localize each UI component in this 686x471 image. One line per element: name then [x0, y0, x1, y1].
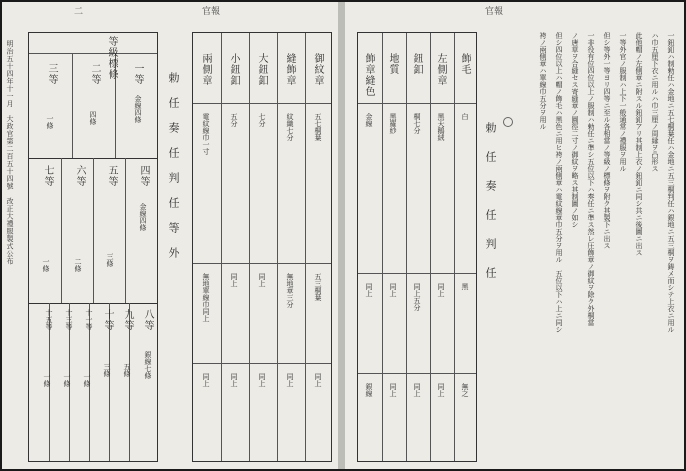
grade-cell: 七等 — [42, 165, 53, 187]
body-text — [515, 32, 677, 462]
table-cell: 同上 — [258, 273, 266, 287]
stripe-cell: 一條 — [43, 373, 51, 387]
grade-cell: 十五等 — [45, 309, 53, 330]
stripe-cell: 二條 — [74, 258, 82, 272]
page-number: 二 — [74, 7, 84, 17]
stripe-cell: 一條 — [83, 373, 91, 387]
table-cell: 同上 — [437, 383, 445, 397]
grade-cell: 十三等 — [65, 309, 73, 330]
stripe-cell: 四條 — [89, 111, 97, 125]
table-cell: 黑羅紗 — [389, 113, 397, 134]
table-cell: 七分 — [258, 113, 266, 127]
table-cell: 同上 — [314, 373, 322, 387]
grade-cell: 三等 — [46, 63, 57, 85]
grade-cell: 二等 — [89, 63, 100, 85]
left-page — [2, 2, 338, 469]
grade-cell: 十等 — [102, 309, 113, 331]
table-cell: 同上 — [286, 373, 294, 387]
table-cell: 紋織七分 — [286, 113, 294, 141]
grade-cell: 十一等 — [85, 309, 93, 330]
rank-header: 勅任奏任判任等外 — [167, 72, 180, 272]
grade-stripe-table — [28, 32, 158, 462]
rank-header: 勅任奏任判任 — [484, 122, 497, 296]
text-column: 但シ等外一等ヨリ四等ニ至ル各相當ノ等級ノ標條ヲ附ク其製下ニ出ス — [603, 32, 611, 249]
right-page — [345, 2, 684, 469]
page-mark-circle — [503, 117, 513, 127]
stripe-cell: 一條 — [46, 115, 54, 129]
table-cell: 黑 — [461, 283, 469, 290]
table-cell: 無之 — [461, 383, 469, 397]
table-cell: 同上 — [258, 373, 266, 387]
stripe-cell: 一條 — [42, 258, 50, 272]
text-column: ノ唐草ヲ合縫セス寄縫章ノ圓徑二寸ノ御紋ヲ略ス其制圖ノ如シ — [571, 32, 579, 228]
table-cell: 同上 — [365, 283, 373, 297]
grade-cell: 一等 — [132, 63, 143, 85]
table-cell: 無地章三分 — [286, 273, 294, 308]
stripe-cell: 金線四條 — [139, 203, 147, 231]
table-cell: 無地單線巾同上 — [202, 273, 210, 322]
uniform-table-right — [357, 32, 477, 462]
table-cell: 同上 — [230, 273, 238, 287]
table-cell: 金線 — [365, 113, 373, 127]
table-cell: 桐七分 — [413, 113, 421, 134]
stripe-cell: 三條 — [106, 253, 114, 267]
grade-cell: 四等 — [138, 165, 149, 187]
stripe-cell: 銀線七條 — [144, 351, 152, 379]
table-cell: 同上 — [389, 383, 397, 397]
col-header: 兩側章 — [200, 53, 211, 86]
table-cell: 銀線 — [365, 383, 373, 397]
table-cell: 電紋線巾一寸 — [202, 113, 210, 155]
table-cell: 同上 — [230, 373, 238, 387]
stripe-cell: 一條 — [63, 373, 71, 387]
text-column: 一等外官ノ服制ハ上下一般通常ノ禮服ヲ用ル — [619, 32, 627, 172]
stripe-cell: 五條 — [123, 363, 131, 377]
table-cell: 五分 — [230, 113, 238, 127]
table-caption: 等級標條 — [106, 36, 117, 80]
col-header: 飾毛 — [459, 53, 470, 75]
grade-cell: 八等 — [142, 309, 153, 331]
table-cell: 同上 — [389, 283, 397, 297]
grade-cell: 九等 — [122, 309, 133, 331]
text-column: 此他帽ノ左側章ニ附スル鈕釦アリ其制上衣ノ鈕釦ニ同シ共ニ後圖ニ出ス — [635, 32, 643, 256]
page-header-title: 官報 — [202, 7, 221, 17]
table-cell: 白 — [461, 113, 469, 120]
col-header: 縫飾章 — [284, 53, 295, 86]
table-cell: 同上五分 — [413, 283, 421, 311]
book-spread — [2, 2, 684, 469]
col-header: 地質 — [387, 53, 398, 75]
text-column: ハ巾五厘下衣ニ用ルハ巾三厘ノ周縁ヲ凸形ス — [651, 32, 659, 172]
table-cell: 五七桐葉 — [314, 113, 322, 141]
table-cell: 同上 — [202, 373, 210, 387]
grade-cell: 六等 — [74, 165, 85, 187]
table-cell: 同上 — [437, 283, 445, 297]
col-header: 鈕釦 — [411, 53, 422, 75]
col-header: 御紋章 — [312, 53, 323, 86]
table-cell: 五三桐葉 — [314, 273, 322, 301]
stripe-cell: 三條 — [103, 363, 111, 377]
table-cell: 黑天鵝絨 — [437, 113, 445, 141]
text-column: 袴ノ兩側章ハ單線巾五分ヲ用ル — [539, 32, 547, 130]
text-column: 但シ四位以上ハ帽ノ飾毛ハ黑色ニ用ヒ袴ノ兩側章ハ電紋線章巾五分ヲ用ル 五位以下ハ上ニ同シ — [555, 32, 563, 333]
text-column: 一非役有位四位以上ノ服制ハ勅任ニ準シ五位以下ハ奏任ニ準ス然レ圧飾章ノ御紋ヲ除ク外桐當 — [587, 32, 595, 326]
col-header: 飾章縫色 — [363, 53, 374, 97]
col-header: 大鈕釦 — [256, 53, 267, 86]
col-header: 左側章 — [435, 53, 446, 86]
margin-note: 明治五十四年十一月 大政官第二百五十四號 改正大禮服製式公布 — [6, 40, 14, 265]
book-gutter — [338, 2, 345, 469]
stripe-cell: 金線四條 — [134, 95, 142, 123]
uniform-table — [192, 32, 332, 462]
col-header: 小鈕釦 — [228, 53, 239, 86]
text-column: 一鈕釦ハ制勅任ハ金地ニ五七桐葉任ハ金地ニ五三桐判任ハ銀地ニ五三桐ヲ鋳メ而シテ上衣ニ用ル — [667, 32, 675, 333]
table-cell: 同上 — [413, 383, 421, 397]
page-header-title: 官報 — [485, 7, 504, 17]
grade-cell: 五等 — [106, 165, 117, 187]
